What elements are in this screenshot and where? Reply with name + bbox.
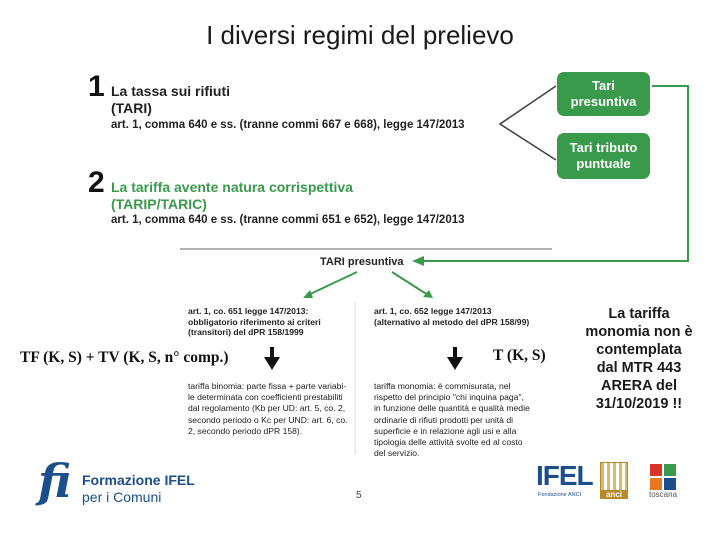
note-line: contemplata xyxy=(596,342,682,358)
logo-square-red xyxy=(650,464,662,476)
page-title: I diversi regimi del prelievo xyxy=(206,20,514,50)
tari-presuntiva-label: TARI presuntiva xyxy=(320,256,404,268)
regime1-reference: art. 1, comma 640 e ss. (tranne commi 667 e 668), legge 147/2013 xyxy=(111,119,465,131)
formazione-ifel-text: Formazione IFEL xyxy=(82,472,195,488)
branch-right-head xyxy=(423,290,433,298)
left-ref-line: art. 1, co. 651 legge 147/2013: xyxy=(188,306,309,316)
anci-label: anci xyxy=(600,490,628,499)
left-ref-line: obbligatorio riferimento ai criteri xyxy=(188,316,321,327)
tari-presuntiva-line2: presuntiva xyxy=(570,94,637,109)
ifel-logo-subtitle: Fondazione ANCI xyxy=(538,492,582,498)
right-ref-line: art. 1, co. 652 legge 147/2013 xyxy=(374,306,492,316)
down-arrow-left-head xyxy=(264,357,280,370)
branch-left xyxy=(308,272,357,295)
binomial-text-line: secondo periodo o Kc per UND: art. 6, co. xyxy=(188,414,348,425)
right-branch-reference xyxy=(374,306,529,327)
ifel-logo-icon: IFEL xyxy=(536,460,593,491)
binomial-formula: TF (K, S) + TV (K, S, n° comp.) xyxy=(20,349,229,366)
monomial-formula: T (K, S) xyxy=(493,347,546,364)
logo-square-green xyxy=(664,464,676,476)
note-line: monomia non è xyxy=(585,324,693,340)
anci-toscana-logo-icon xyxy=(650,464,676,490)
left-ref-line: (transitori) del dPR 158/1999 xyxy=(188,327,304,337)
binomial-text-line: dal regolamento (Kb per UD: art. 5, co. 2, xyxy=(188,403,346,414)
fi-logo-icon: fi xyxy=(38,454,72,508)
monomial-text-line: rispetto del principio "chi inquina paga", xyxy=(374,392,524,403)
regime1-number: 1 xyxy=(88,70,105,103)
tari-puntuale-button[interactable] xyxy=(557,133,650,179)
right-ref-line: (alternativo al metodo del dPR 158/99) xyxy=(374,316,530,327)
logo-square-orange xyxy=(650,478,662,490)
monomial-text-line: del servizio. xyxy=(374,448,420,459)
page-number: 5 xyxy=(356,490,362,501)
note-line: ARERA del xyxy=(601,378,677,394)
regime2-subtitle: (TARIP/TARIC) xyxy=(111,196,207,212)
note-line: 31/10/2019 !! xyxy=(595,396,683,412)
monomial-text-line: in funzione delle quantità e qualità medie xyxy=(374,403,530,414)
branch-right xyxy=(392,272,428,295)
regime1-title: La tassa sui rifiuti xyxy=(111,83,231,99)
tari-presuntiva-line1: Tari xyxy=(592,78,615,93)
regime2-reference: art. 1, comma 640 e ss. (tranne commi 651 e 652), legge 147/2013 xyxy=(111,214,465,226)
branch-left-head xyxy=(303,290,313,298)
regime1-subtitle: (TARI) xyxy=(111,100,152,116)
logo-square-blue xyxy=(664,478,676,490)
tari-puntuale-line1: Tari tributo xyxy=(569,140,638,155)
binomial-description xyxy=(188,381,353,437)
monomial-text-line: tariffa monomia: è commisurata, nel xyxy=(374,381,511,391)
note-line: dal MTR 443 xyxy=(596,360,682,376)
mtr-note xyxy=(563,305,715,413)
tari-puntuale-line2: puntuale xyxy=(576,156,631,171)
arrow-to-regime1 xyxy=(500,86,556,160)
tari-presuntiva-button[interactable] xyxy=(557,72,650,116)
binomial-text-line: 2, secondo periodo dPR 158). xyxy=(188,425,303,436)
green-arrowhead xyxy=(412,256,424,266)
binomial-text-line: le determinata con coefficienti prestabiliti xyxy=(188,392,343,403)
monomial-text-line: ordinarie di rifiuti prodotti per unità di xyxy=(374,414,514,425)
per-i-comuni-text: per i Comuni xyxy=(82,489,162,505)
anci-toscana-subtitle: toscana xyxy=(649,490,678,499)
monomial-description xyxy=(374,381,549,459)
monomial-text-line: tipologia delle attività svolte ed al costo xyxy=(374,437,523,448)
monomial-text-line: superficie e in relazione agli usi e alla xyxy=(374,425,517,436)
binomial-text-line: tariffa binomia: parte fissa + parte variabi- xyxy=(188,381,347,391)
regime2-title: La tariffa avente natura corrispettiva xyxy=(111,179,353,195)
regime2-number: 2 xyxy=(88,166,105,199)
note-line: La tariffa xyxy=(608,306,670,322)
left-branch-reference xyxy=(188,306,321,338)
down-arrow-right-head xyxy=(447,357,463,370)
